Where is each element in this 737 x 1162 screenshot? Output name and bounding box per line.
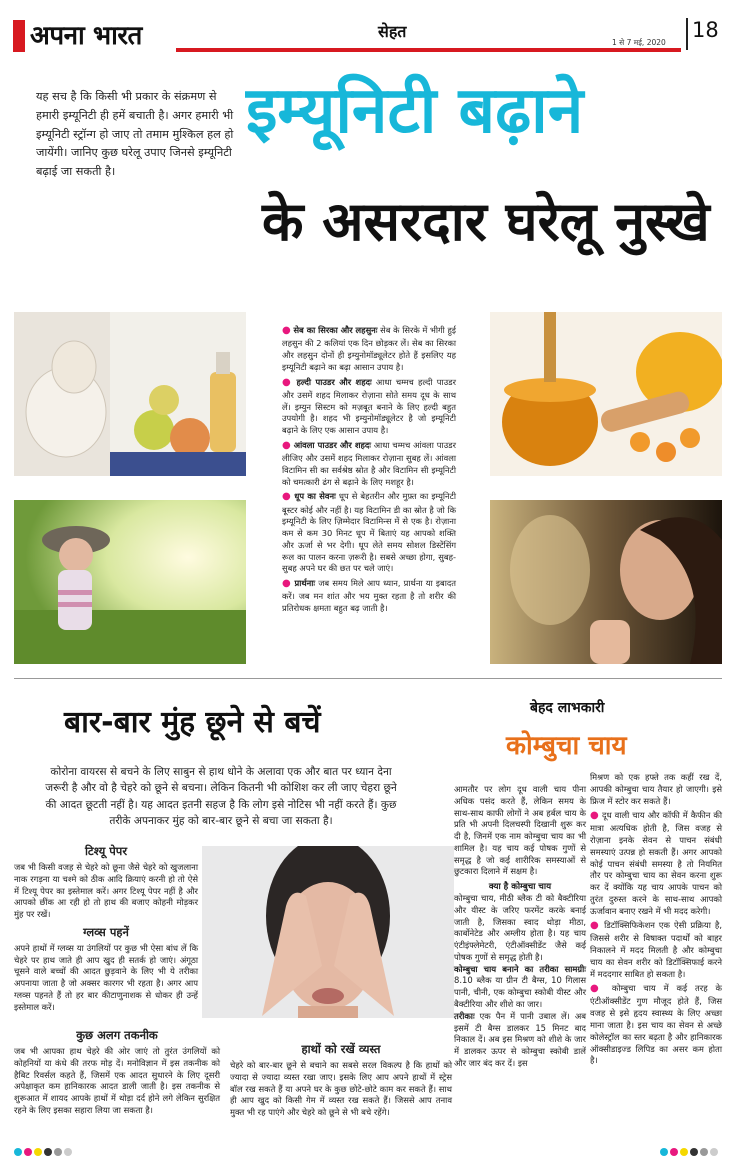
immunity-title-line2: के असरदार घरेलू नुस्खे: [262, 190, 710, 253]
prayer-photo: [490, 500, 722, 664]
kombucha-method: [454, 1011, 586, 1070]
tip-text: जब समय मिले आप ध्यान, प्रार्थना या इबादत करें। जब मन शांत और भय मुक्त रहता है तो शरीर की प्रतिरोधक क्षमता बहुत बढ़ जाती है।: [282, 578, 457, 614]
method-text: एक पैन में पानी उबाल लें। अब इसमें टी बैग्स डालकर 15 मिनट बाद निकाल दें। अब इस मिश्रण को शीशे के जार में डालकर ऊपर से कोम्बुचा स्कोबी डालें और जार बंद कर दें। इस: [454, 1010, 586, 1068]
immunity-intro: यह सच है कि किसी भी प्रकार के संक्रमण से हमारी इम्यूनिटी ही हमें बचाती है। अगर हमारी भी इम्यूनिटी स्ट्रॉन्ग हो जाए तो तमाम मुश्किल हल हो जायेंगी। जानिए कुछ घरेलू उपाए जिनसे इम्यूनिटी बढ़ाई जा सकती है।: [36, 90, 234, 178]
tip-item: ● प्रार्थनाः जब समय मिले आप ध्यान, प्रार्थना या इबादत करें। जब मन शांत और भय मुक्त रहता है तो शरीर की प्रतिरोधक क्षमता बहुत बढ़ जाती है।: [282, 578, 457, 614]
kombucha-benefit: ● कोम्बुचा चाय में कई तरह के एंटीऑक्सीडेंट गुण मौजूद होते हैं, जिस वजह से इसे हृदय स्वास्थ्य के लिए अच्छा माना जाता है। इस चाय का सेवन से अच्छे कोलेस्ट्रॉल का स्तर बढ़ता है और हानिकारक ऑक्सीडाइज्ड लिपिड का असर कम होता है।: [590, 983, 722, 1066]
technique-heading: कुछ अलग तकनीक: [76, 1028, 158, 1042]
kombucha-col1: [454, 784, 586, 1070]
section-label: सेहत: [378, 22, 407, 41]
tip-item: ● हल्दी पाउडर और शहदः आधा चम्मच हल्दी पाउडर और उसमें शहद मिलाकर रोज़ाना सोते समय दूध के साथ लें। इम्युन सिस्टम को मज़बूत बनाने के लिए हल्दी बहुत उपयोगी है। शहद भी इम्युनोमॉड्यूलेटर है जो इम्यूनिटी बढ़ाने के लिए एक आसान उपाय है।: [282, 376, 457, 436]
page-number-divider: [686, 18, 688, 50]
tip-item: ● आंवला पाउडर और शहदः आधा चम्मच आंवला पाउडर लीजिए और उसमें शहद मिलाकर रोज़ाना सुबह लें। आंवला विटामिन सी का सर्वश्रेष्ठ स्रोत है और विटामिन सी इम्यूनिटी को चमत्कारी ढंग से बढ़ाने के लिए मशहूर है।: [282, 439, 456, 487]
tissue-column: [14, 842, 198, 1013]
face-touch-photo: [202, 846, 454, 1018]
section-divider: [14, 678, 722, 679]
header-rule: [176, 48, 681, 52]
technique-text: जब भी आपका हाथ चेहरे की ओर जाएं तो तुरंत उंगलियों को कोहनियों या कंधे की तरफ मोड़ दें। मनोविज्ञान में इस तकनीक को हैबिट रिवर्सल कहते हैं, जिसमें एक आदत सुधारने के लिए दूसरी अपेक्षाकृत कम हानिकारक आदत डाली जाती है। इस तकनीक से शुरूआत में शायद आपके हाथों में थोड़ा दर्द होने लगे लेकिन सुरक्षित रहने के लिए इसका सहारा लिया जा सकता है।: [14, 1046, 220, 1115]
gloves-text: अपने हाथों में ग्लव्स या उंगलियों पर कुछ भी ऐसा बांध लें कि चेहरे पर हाथ जाते ही आप खुद ही सतर्क हो जाएं। अंगूठा चूसने वाले बच्चों की आदत छुड़वाने के लिए भी ये तरीका अपनाया जाता है जो अक्सर कारगर भी रहता है। अगर आप ग्लव्स पहनते हैं तो हर बार कीटाणुनाशक से धोकर ही उन्हें इस्तेमाल करें।: [14, 942, 198, 1012]
busy-hands-heading: हाथों को रखें व्यस्त: [301, 1042, 381, 1056]
immunity-tips: [282, 324, 456, 617]
honey-turmeric-photo: [490, 312, 722, 476]
kombucha-benefit: ● डिटॉक्सिफिकेशन एक ऐसी प्रक्रिया है, जिससे शरीर से विषाक्त पदार्थों को बाहर निकालने में मदद मिलती है और कोम्बुचा चाय का सेवन शरीर को डिटॉक्सिफाई करने में मददगार साबित हो सकता है।: [590, 920, 723, 979]
gloves-heading: ग्लव्स पहनें: [83, 924, 129, 939]
kombucha-benefit: ● दूध वाली चाय और कॉफी में कैफीन की मात्रा अत्यधिक होती है, जिस वजह से रोज़ाना इनके सेवन से पाचन संबंधी समस्याएं उत्पन्न हो सकती हैं। अगर आपको कोई पाचन संबंधी समस्या है तो नियमित तौर पर कोम्बुचा चाय का सेवन करना शुरू कर दें क्योंकि यह चाय आपके पाचन को तुरंत दुरुस्त करने के साथ-साथ आपको ऊर्जावान बनाए रखने में भी मदद करेगी।: [590, 810, 722, 916]
face-touch-title: बार-बार मुंह छूने से बचें: [64, 705, 321, 740]
kombucha-title: कोम्बुचा चाय: [506, 731, 627, 761]
tissue-text: जब भी किसी वजह से चेहरे को छूना जैसे चेहरे को खुजलाना नाक रगड़ना या चश्मे को ठीक आदि क्रियाएं करनी हो तो ऐसे में टिश्यू पेपर का इस्तेमाल करें। अगर टिश्यू पेपर नहीं है और आपको छींक आ रही हो तो हाथ की बजाए कोहनी मोड़कर मुंह पर रखें।: [14, 862, 198, 920]
tip-heading: धूप का सेवनः: [294, 491, 336, 502]
kombucha-col2: [590, 772, 722, 1067]
busy-hands-text: चेहरे को बार-बार छूने से बचाने का सबसे सरल विकल्प है कि हाथों को ज्यादा से ज्यादा व्यस्त रखा जाए। इसके लिए आप अपने हाथों में स्ट्रेस बॉल रख सकते हैं या अपने घर के कुछ छोटे-छोटे काम कर सकते हैं। साथ ही आप खुद को किसी गेम में व्यस्त रख सकते हैं। जिससे आप तनाव मुक्त भी रह पाएंगे और चेहरे को छूने से भी बचे रहेंगे।: [230, 1060, 452, 1118]
kombucha-what-heading: क्या है कोम्बुचा चाय: [488, 882, 552, 893]
kombucha-what-text: कोम्बुचा चाय, मीठी ब्लैक टी को बैक्टीरिया और यीस्ट के जरिए फरमेंट करके बनाई जाती है, जिसका स्वाद थोड़ा मीठा, कार्बोनेटेड और अम्लीय होता है। यह चाय एंटीइंफ्लेमेटरी, एंटीऑक्सीडेंट जैसे कई पोषक गुणों से समृद्ध होती है।: [454, 893, 586, 962]
tip-heading: हल्दी पाउडर और शहदः: [296, 376, 372, 387]
tip-text: सेब के सिरके में भीगी हुई लहसुन की 2 कलियां एक दिन छोड़कर लें। सेब का सिरका और लहसुन दोनों ही इम्युनोमॉड्यूलेटर होते हैं इसलिए यह इम्यूनिटी बढ़ाने का बढ़ा आसान उपाय है।: [282, 325, 456, 372]
technique-column: [14, 1026, 220, 1117]
tip-text: धूप से बेहतरीन और मुफ़्त का इम्यूनिटी बूस्टर कोई और नहीं है। यह विटामिन डी का स्रोत है जो कि इम्यूनिटी के लिए ज़िम्मेदार विटामिन्स में से एक है। रोज़ाना कम से कम 30 मिनट धूप में बिताएं यह आपको शक्ति और ऊर्जा से भर देगी। धूप लेते समय सोशल डिस्टेंसिंग रूल का पालन करना ज़रूरी है। सबसे अच्छा होगा, सुबह-सुबह अपने घर की छत पर चले जाएं।: [282, 491, 456, 574]
tissue-heading: टिश्यू पेपर: [84, 844, 128, 858]
kombucha-kicker: बेहद लाभकारी: [530, 700, 605, 716]
masthead-bar: [13, 20, 25, 52]
ingredients-heading: कोम्बुचा चाय बनाने का तरीका सामग्रीः: [454, 963, 586, 974]
ingredients-text: 8.10 ब्लैक या ग्रीन टी बैग्स, 10 गिलास पानी, चीनी, एक कोम्बुचा स्कोबी यीस्ट और बैक्टीरिया और शीशे का जार।: [454, 975, 586, 1010]
tip-text: आधा चम्मच हल्दी पाउडर और उसमें शहद मिलाकर रोज़ाना सोते समय दूध के साथ लें। इम्युन सिस्टम को मज़बूत बनाने के लिए हल्दी बहुत उपयोगी है। शहद भी इम्युनोमॉड्यूलेटर है जो इम्यूनिटी बढ़ाने के लिए एक आसान उपाय है।: [282, 376, 457, 436]
kombucha-intro: आमतौर पर लोग दूध वाली चाय पीना अधिक पसंद करते हैं, लेकिन समय के साथ-साथ काफी लोगों ने अब हर्बल चाय के प्रति भी अपनी दिलचस्पी दिखानी शुरू कर दी है, जिनमें एक नाम कोम्बुचा चाय का भी शामिल है। यह चाय कई पोषक गुणों से समृद्ध है जो कई शारीरिक समस्याओं से छुटकारा दिलाने में सक्षम है।: [454, 784, 586, 877]
sunlight-girl-photo: [14, 500, 246, 664]
kombucha-ingredients: [454, 964, 586, 1011]
tip-item: ● सेब का सिरका और लहसुनः सेब के सिरके में भीगी हुई लहसुन की 2 कलियां एक दिन छोड़कर लें। सेब का सिरका और लहसुन दोनों ही इम्युनोमॉड्यूलेटर होते हैं इसलिए यह इम्यूनिटी बढ़ाने का बढ़ा आसान उपाय है।: [282, 325, 456, 372]
immunity-title-line1: इम्यूनिटी बढ़ाने: [246, 74, 584, 148]
tip-text: आधा चम्मच आंवला पाउडर लीजिए और उसमें शहद मिलाकर रोज़ाना सुबह लें। आंवला विटामिन सी का सर्वश्रेष्ठ स्रोत है और विटामिन सी इम्यूनिटी को चमत्कारी ढंग से बढ़ाने के लिए मशहूर है।: [282, 439, 456, 487]
tip-heading: आंवला पाउडर और शहदः: [293, 439, 371, 450]
method-heading: तरीकाः: [454, 1010, 475, 1021]
print-marks-left: [14, 1141, 74, 1160]
kombucha-method-cont: मिश्रण को एक हफ्ते तक कहीं रख दें, आपकी कोम्बुचा चाय तैयार हो जाएगी। इसे फ्रिज में स्टोर कर सकते हैं।: [590, 772, 722, 806]
tip-item: ● धूप का सेवनः धूप से बेहतरीन और मुफ़्त का इम्यूनिटी बूस्टर कोई और नहीं है। यह विटामिन डी का स्रोत है जो कि इम्यूनिटी के लिए ज़िम्मेदार विटामिन्स में से एक है। रोज़ाना कम से कम 30 मिनट धूप में बिताएं यह आपको शक्ति और ऊर्जा से भर देगी। धूप लेते समय सोशल डिस्टेंसिंग रूल का पालन करना ज़रूरी है। सबसे अच्छा होगा, सुबह-सुबह अपने घर की छत पर चले जाएं।: [282, 491, 456, 574]
masthead: अपना भारत: [30, 21, 142, 51]
garlic-vinegar-photo: [14, 312, 246, 476]
tip-heading: प्रार्थनाः: [294, 578, 316, 589]
page-number: 18: [692, 18, 719, 42]
issue-date: 1 से 7 मई, 2020: [612, 38, 666, 47]
print-marks-right: [660, 1141, 720, 1160]
busy-hands-column: [230, 1040, 452, 1119]
tip-heading: सेब का सिरका और लहसुनः: [293, 325, 378, 335]
face-touch-intro: कोरोना वायरस से बचने के लिए साबुन से हाथ धोने के अलावा एक और बात पर ध्यान देना जरूरी है और वो है चेहरे को छूने से बचना। लेकिन कितनी भी कोशिश कर ली जाए चेहरा छूने की आदत छूटती नहीं है। यह आदत इतनी सहज है कि लोग इसे नोटिस भी नहीं करते हैं। कुछ तरीके अपनाकर मुंह को बार-बार छूने से बचा जा सकता है।: [45, 766, 397, 828]
